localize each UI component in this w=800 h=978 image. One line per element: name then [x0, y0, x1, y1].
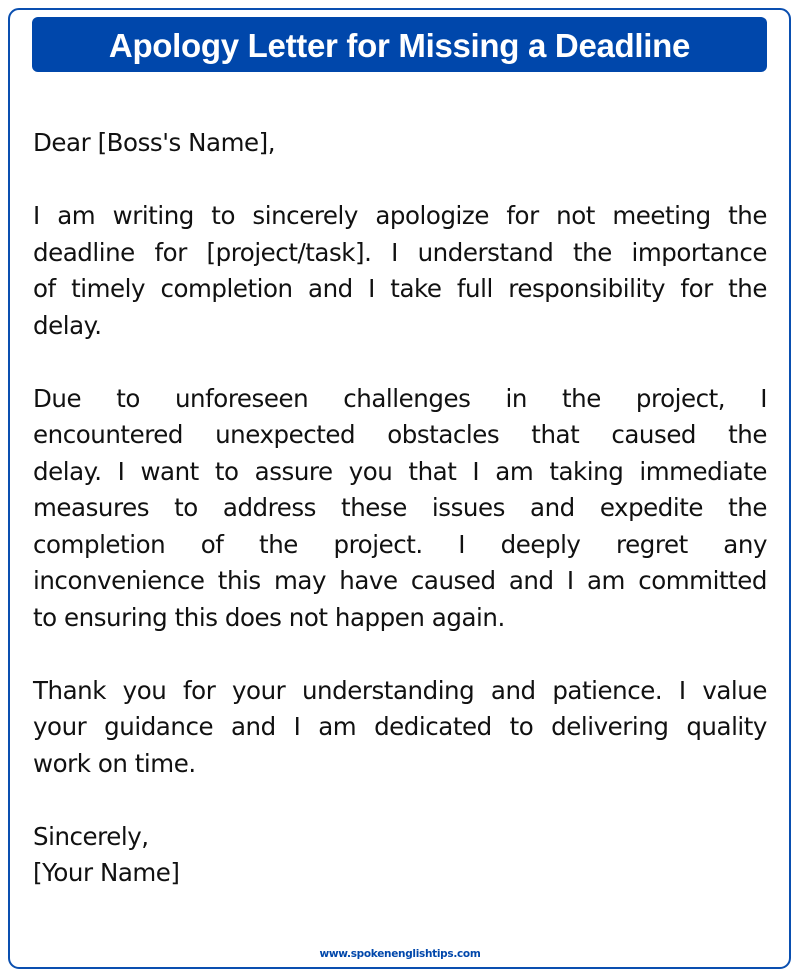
- paragraph-line: I am writing to sincerely apologize for not meeting the: [33, 201, 767, 230]
- footer-website-link[interactable]: www.spokenenglishtips.com: [319, 948, 481, 960]
- paragraph-line: Due to unforeseen challenges in the project, I: [33, 383, 767, 413]
- paragraph-line: deadline for [project/task]. I understand the importance: [33, 237, 767, 267]
- paragraph-gap: [33, 782, 767, 819]
- paragraph-line: delay. I want to assure you that I am taking immediate: [33, 456, 767, 486]
- paragraph-line: measures to address these issues and expedite the: [33, 493, 767, 522]
- paragraph-gap: [33, 344, 767, 381]
- paragraph-gap: [33, 162, 767, 199]
- paragraph-line: completion of the project. I deeply regret any: [33, 529, 767, 559]
- paragraph-line: of timely completion and I take full responsibility for the: [33, 274, 767, 303]
- letter-body: [33, 125, 767, 892]
- closing: Sincerely,: [33, 821, 149, 851]
- salutation: Dear [Boss's Name],: [33, 128, 276, 157]
- title-banner: [32, 17, 767, 72]
- paragraph-line: inconvenience this may have caused and I am committed: [33, 566, 767, 595]
- paragraph-line: work on time.: [33, 748, 196, 778]
- paragraph-line: encountered unexpected obstacles that caused the: [33, 420, 767, 449]
- signature: [Your Name]: [33, 858, 180, 887]
- paragraph-line: Thank you for your understanding and patience. I value: [33, 675, 767, 705]
- paragraph-3: [33, 673, 767, 783]
- paragraph-line: delay.: [33, 310, 102, 340]
- paragraph-line: to ensuring this does not happen again.: [33, 602, 505, 632]
- paragraph-gap: [33, 636, 767, 673]
- paragraph-line: your guidance and I am dedicated to delivering quality: [33, 712, 767, 741]
- paragraph-1: [33, 198, 767, 344]
- page-title: Apology Letter for Missing a Deadline: [108, 26, 691, 64]
- paragraph-2: [33, 381, 767, 637]
